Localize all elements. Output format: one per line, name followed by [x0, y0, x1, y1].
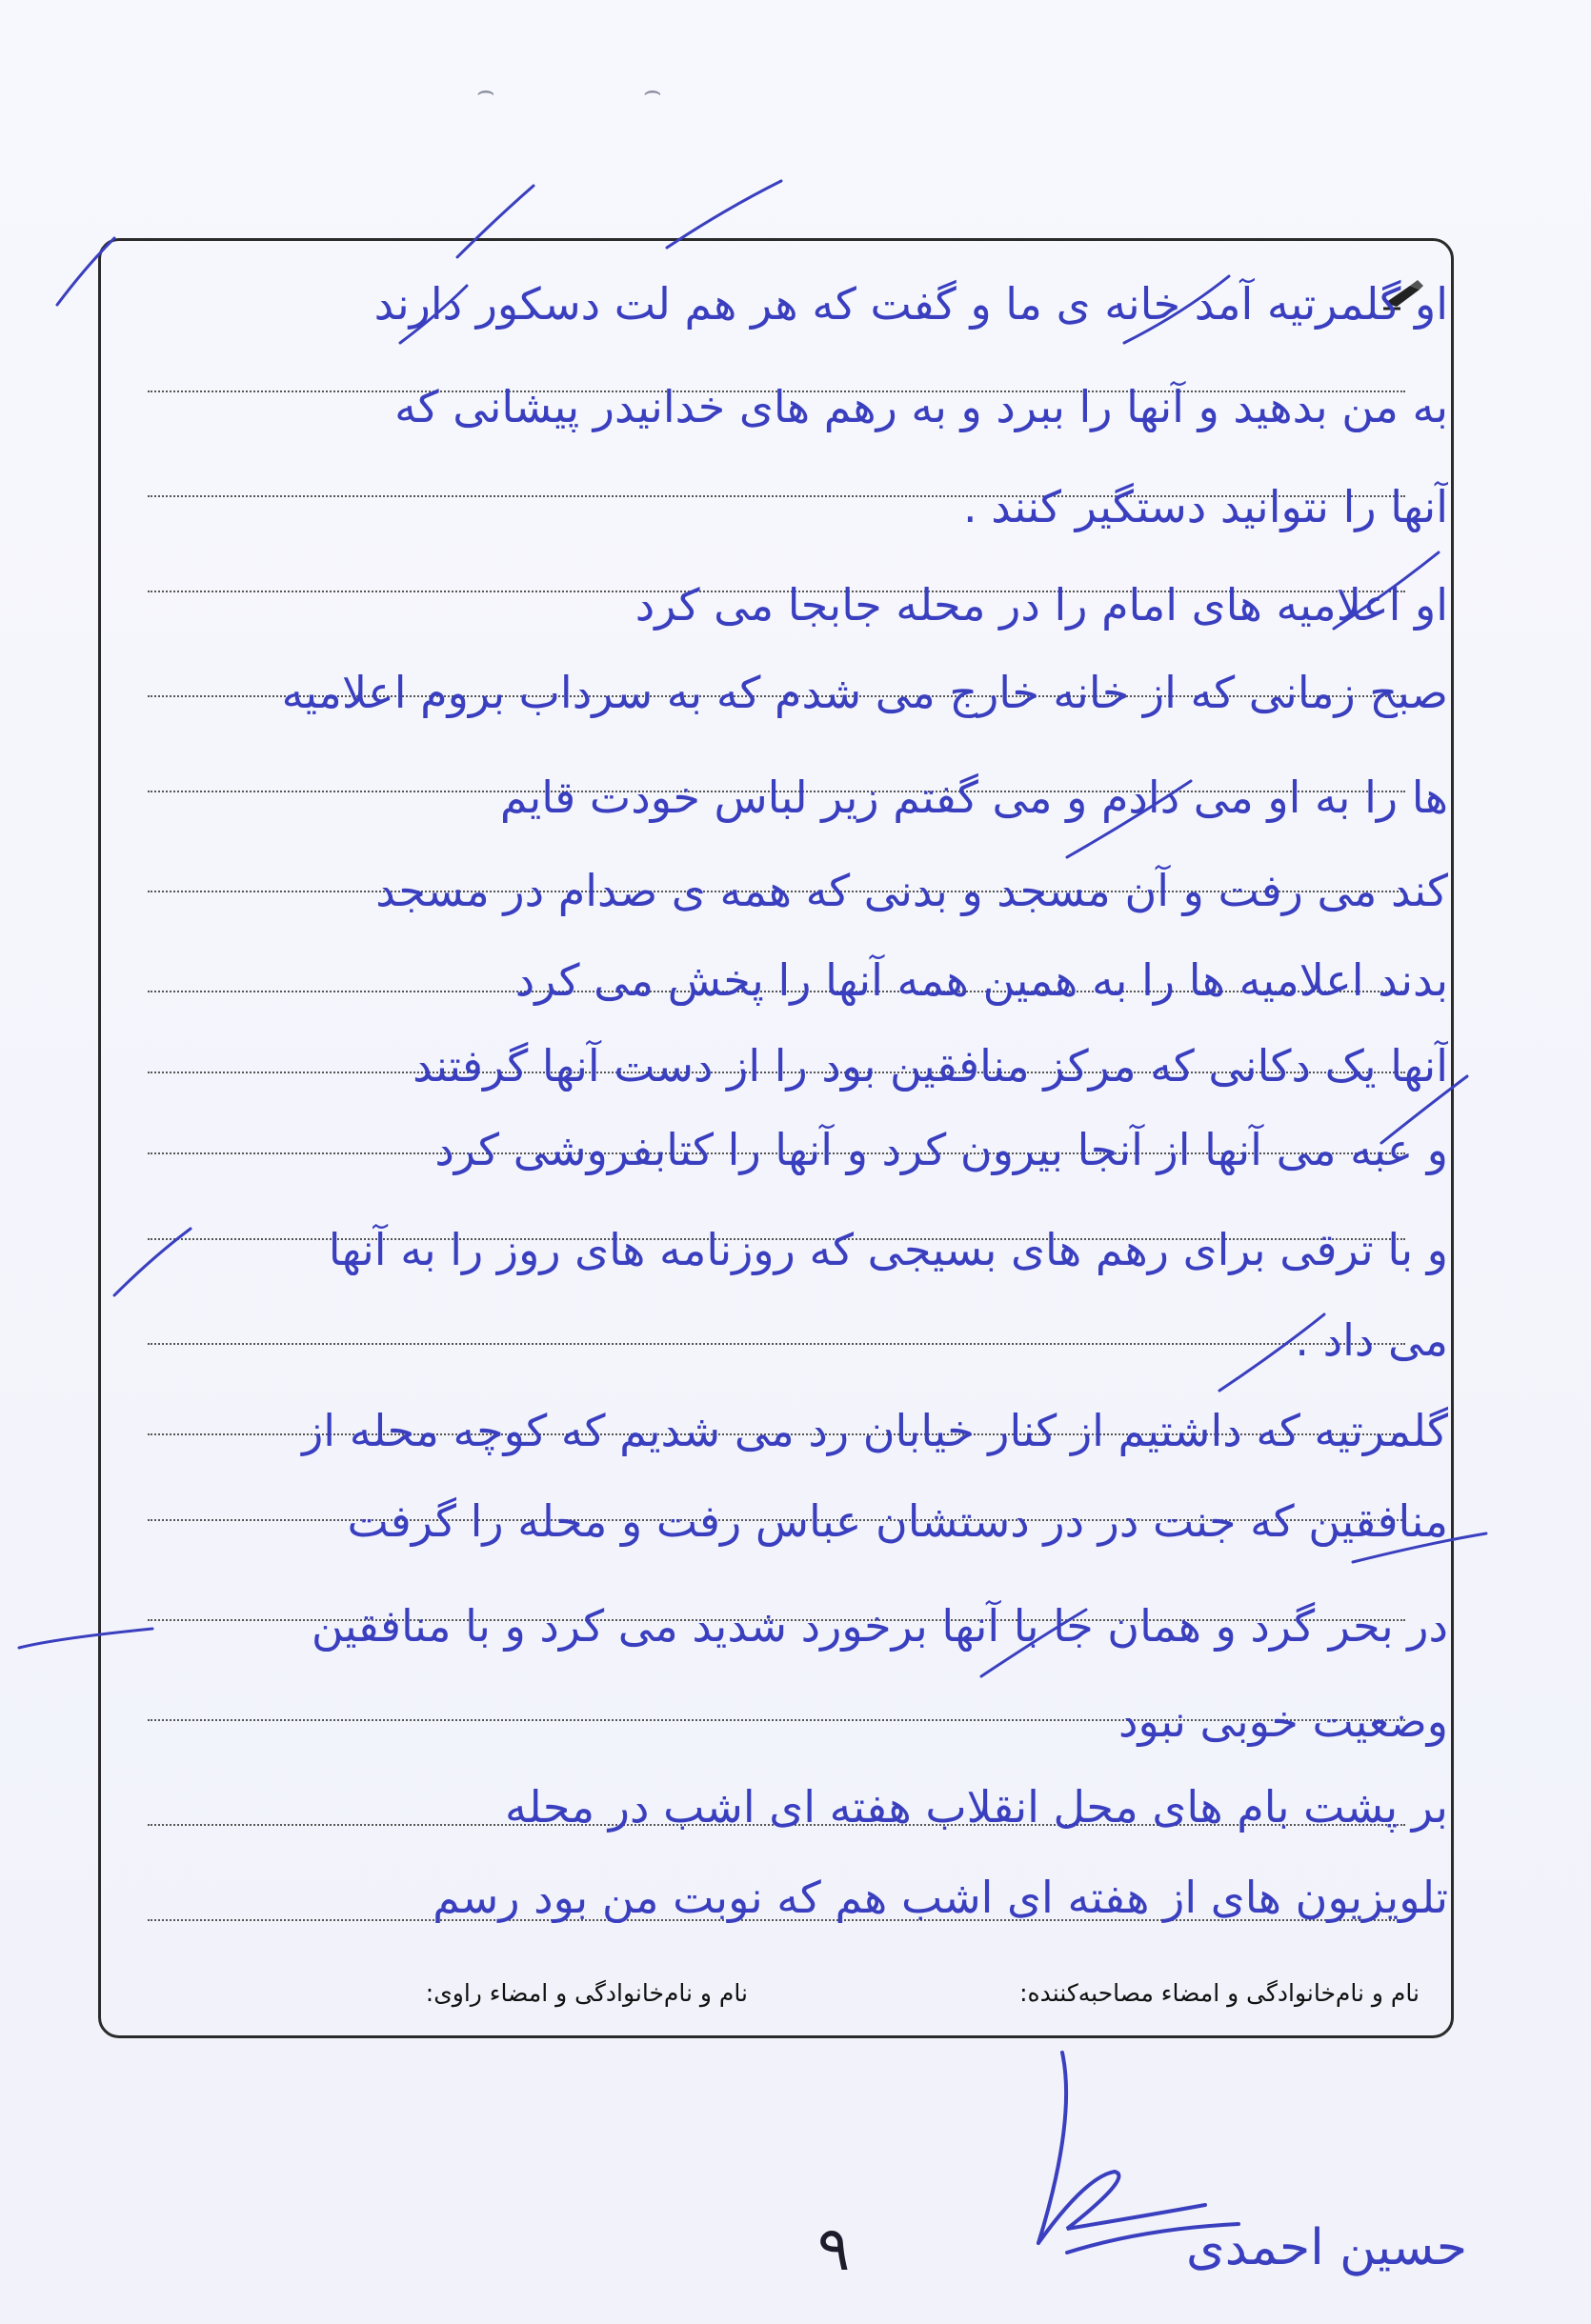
narrator-signature-label: نام و نام‌خانوادگی و امضاء راوی:: [425, 1979, 748, 2007]
interviewer-signature-label: نام و نام‌خانوادگی و امضاء مصاحبه‌کننده:: [1019, 1979, 1420, 2007]
page-number: ۹: [817, 2214, 851, 2285]
handwritten-line: در بحر گرد و همان جا با آنها برخورد شدید می کرد و با منافقین: [311, 1600, 1448, 1652]
punch-hole-mark-right: ⌢: [643, 74, 662, 108]
handwritten-line: بدند اعلامیه ها را به همین همه آنها را پخش می کرد: [514, 954, 1448, 1006]
handwritten-line: او اعلامیه های امام را در محله جابجا می کرد: [634, 579, 1448, 631]
punch-hole-mark-left: ⌢: [476, 74, 495, 108]
handwritten-line: و با ترقی برای رهم های بسیجی که روزنامه های روز را به آنها: [328, 1224, 1448, 1275]
handwritten-line: بر پشت بام های محل انقلاب هفته ای اشب در محله: [504, 1781, 1448, 1833]
handwritten-line: منافقین که جنت در در دستشان عباس رفت و محله را گرفت: [347, 1495, 1448, 1547]
handwritten-line: به من بدهید و آنها را ببرد و به رهم های خدانیدر پیشانی که: [394, 381, 1448, 432]
handwritten-line: کند می رفت و آن مسجد و بدنی که همه ی صدام در مسجد: [375, 865, 1448, 916]
handwritten-line: تلویزیون های از هفته ای اشب هم که نوبت من بود رسم: [433, 1872, 1448, 1923]
handwritten-line: صبح زمانی که از خانه خارج می شدم که به سرداب بروم اعلامیه: [281, 667, 1448, 718]
handwritten-line: وضعیت خوبی نبود: [1118, 1695, 1448, 1747]
handwritten-line: او گلمرتیه آمد خانه ی ما و گفت که هر هم لت دسکور دارند: [373, 278, 1448, 330]
narrator-signature-name: حسین احمدی: [1186, 2219, 1467, 2276]
handwritten-line: آنها را نتوانید دستگیر کنند .: [963, 481, 1448, 532]
handwritten-line: می داد .: [1295, 1314, 1448, 1366]
handwritten-line: گلمرتیه که داشتیم از کنار خیابان رد می شدیم که کوچه محله از: [302, 1405, 1448, 1456]
handwritten-line: و عبه می آنها از آنجا بیرون کرد و آنها را کتابفروشی کرد: [434, 1124, 1448, 1175]
handwritten-line: ها را به او می دادم و می گفتم زیر لباس خودت قایم: [499, 771, 1448, 823]
handwritten-line: آنها یک دکانی که مرکز منافقین بود را از دست آنها گرفتند: [413, 1040, 1448, 1092]
